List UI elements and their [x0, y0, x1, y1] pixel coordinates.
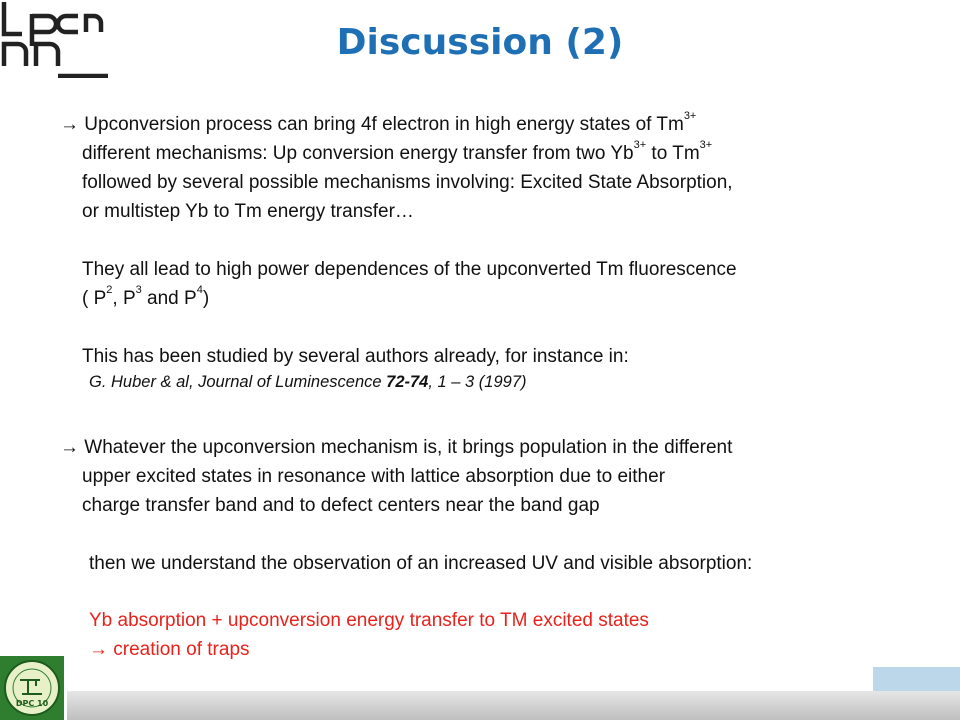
highlight-traps-line: → creation of traps — [89, 639, 250, 660]
para-power-line1: They all lead to high power dependences of the upconverted Tm fluorescence — [82, 259, 737, 280]
conference-seal-icon — [0, 656, 64, 720]
para-upconversion-line3: followed by several possible mechanisms involving: Excited State Absorption, — [82, 172, 733, 193]
seal-label: DPC 10 — [15, 699, 49, 708]
para-whatever-line1: → Whatever the upconversion mechanism is, it brings population in the different — [60, 437, 733, 458]
footer-accent-block — [873, 667, 960, 691]
para-upconversion-line2: different mechanisms: Up conversion energy transfer from two $Yb^{3+}$ to $Tm^{3+}$ — [82, 139, 713, 164]
reference-citation: G. Huber & al, Journal of Luminescence 72-74, 1 – 3 (1997) — [89, 373, 527, 391]
slide-title: Discussion (2) — [336, 22, 624, 63]
para-upconversion-line1: → Upconversion process can bring 4f electron in high energy states of $Tm^{3+}$ — [60, 110, 697, 135]
para-whatever-line2: upper excited states in resonance with lattice absorption due to either — [82, 466, 666, 487]
footer-bar — [67, 691, 960, 720]
highlight-absorption-line: Yb absorption + upconversion energy transfer to TM excited states — [89, 610, 649, 631]
para-studied-line1: This has been studied by several authors already, for instance in: — [82, 346, 629, 367]
para-understand-line1: then we understand the observation of an increased UV and visible absorption: — [89, 553, 753, 574]
para-upconversion-line4: or multistep Yb to Tm energy transfer… — [82, 201, 414, 222]
para-whatever-line3: charge transfer band and to defect centers near the band gap — [82, 495, 600, 516]
para-power-line2: ( $P^2$, $P^3$ and $P^4$) — [82, 284, 210, 309]
